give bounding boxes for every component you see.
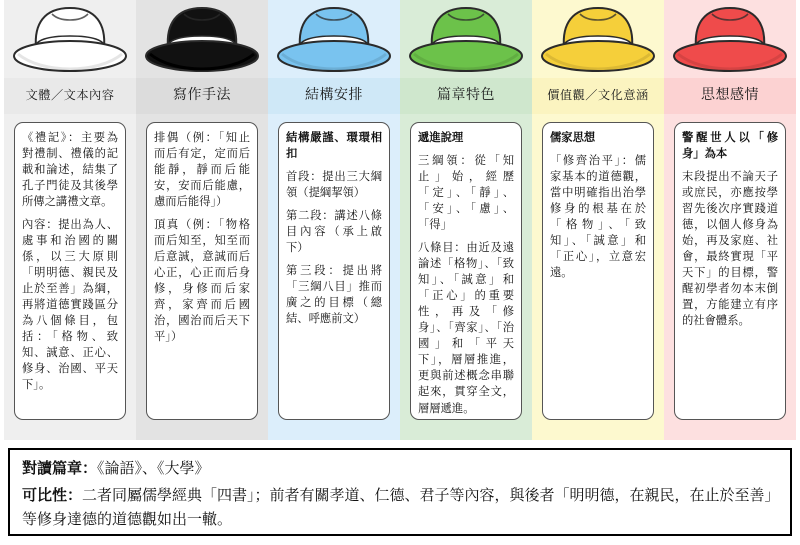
column-title-band [136, 78, 268, 114]
hat-area [664, 0, 796, 78]
paragraph: 第二段：講述八條目內容（承上啟下） [286, 210, 382, 255]
hat-area [268, 0, 400, 78]
paragraph: 頂真（例：「物格而后知至，知至而后意誠，意誠而后心正，心正而后身修，身修而后家齊，家齊而后國治，國治而后天下平」） [154, 219, 250, 344]
reading-pair-value: 《論語》、《大學》 [97, 461, 210, 477]
column-text-card [278, 122, 390, 420]
column-text-card [542, 122, 654, 420]
column-values-culture [532, 0, 664, 440]
paragraph: 結構嚴謹、環環相扣 [286, 132, 382, 161]
paragraph: 警醒世人以「修身」為本 [682, 132, 778, 161]
column-text-card [146, 122, 258, 420]
column-thoughts-emotions [664, 0, 796, 440]
hat-area [400, 0, 532, 78]
yellow-hat-icon [536, 2, 660, 76]
paragraph: 「修齊治平」：儒家基本的道德觀，當中明確指出治學修身的根基在於「格物」、「致知」、「誠意」和「正心」，立意宏遠。 [550, 155, 646, 280]
comparability-value: 二者同屬儒學經典「四書」；前者有關孝道、仁德、君子等內容，與後者「明明德，在親民，在止於至善」等修身達德的道德觀如出一轍。 [22, 488, 773, 528]
paragraph: 遞進說理 [418, 132, 464, 144]
columns-container [4, 0, 796, 440]
column-structure [268, 0, 400, 440]
paragraph: 《禮記》：主要為對禮制、禮儀的記載和論述，結集了孔子門徒及其後學所傳之講禮文章。 [22, 132, 118, 209]
paragraph: 八條目：由近及遠論述「格物」、「致知」、「誠意」和「正心」的重要性，再及「修身」、「齊家」、「治國」和「平天下」，層層推進，更與前述概念串聯起來，貫穿全文，層層遞進。 [418, 242, 514, 415]
black-hat-icon [140, 2, 264, 76]
paragraph: 末段提出不論天子或庶民，亦應按學習先後次序實踐道德，以個人修身為始，再及家庭、社會，最終實現「平天下」的目標，警醒初學者勿本末倒置，方能建立有序的社會體系。 [682, 171, 778, 328]
column-title-band [532, 78, 664, 114]
column-title: 篇章特色 [437, 88, 495, 104]
paragraph: 內容：提出為人、處事和治國的關係，以三大原則「明明德、親民及止於至善」為綱，再將道德實踐區分為八個條目，包括：「格物、致知、誠意、正心、修身、治國、平天下」。 [22, 219, 118, 392]
comparability-label: 可比性： [22, 488, 83, 505]
paragraph: 排偶（例：「知止而后有定，定而后能靜，靜而后能安，安而后能慮，慮而后能得」） [154, 132, 250, 209]
column-title: 寫作手法 [173, 88, 231, 104]
hat-area [136, 0, 268, 78]
comparison-note-box [8, 448, 792, 536]
column-chapter-features [400, 0, 532, 440]
reading-pair-line [22, 458, 778, 481]
column-title: 結構安排 [305, 88, 363, 104]
column-text-card [674, 122, 786, 420]
column-title-band [4, 78, 136, 114]
column-text-card [410, 122, 522, 420]
column-title-band [664, 78, 796, 114]
blue-hat-icon [272, 2, 396, 76]
paragraph: 第三段：提出將「三綱八目」推而廣之的目標（總結、呼應前文） [286, 265, 382, 326]
hat-area [532, 0, 664, 78]
paragraph: 三綱領：從「知止」始，經歷「定」、「靜」、「安」、「慮」、「得」 [418, 155, 514, 232]
column-title: 文體／文本內容 [25, 88, 115, 103]
hat-area [4, 0, 136, 78]
column-text-content [4, 0, 136, 440]
white-hat-icon [8, 2, 132, 76]
column-writing-technique [136, 0, 268, 440]
column-text-card [14, 122, 126, 420]
paragraph: 首段：提出三大綱領（提綱挈領） [286, 171, 382, 200]
reading-pair-label: 對讀篇章： [22, 461, 98, 477]
column-title: 價值觀／文化意涵 [547, 88, 649, 103]
red-hat-icon [668, 2, 792, 76]
column-title: 思想感情 [701, 88, 759, 104]
comparability-line [22, 485, 778, 532]
green-hat-icon [404, 2, 528, 76]
paragraph: 儒家思想 [550, 132, 596, 144]
column-title-band [268, 78, 400, 114]
column-title-band [400, 78, 532, 114]
